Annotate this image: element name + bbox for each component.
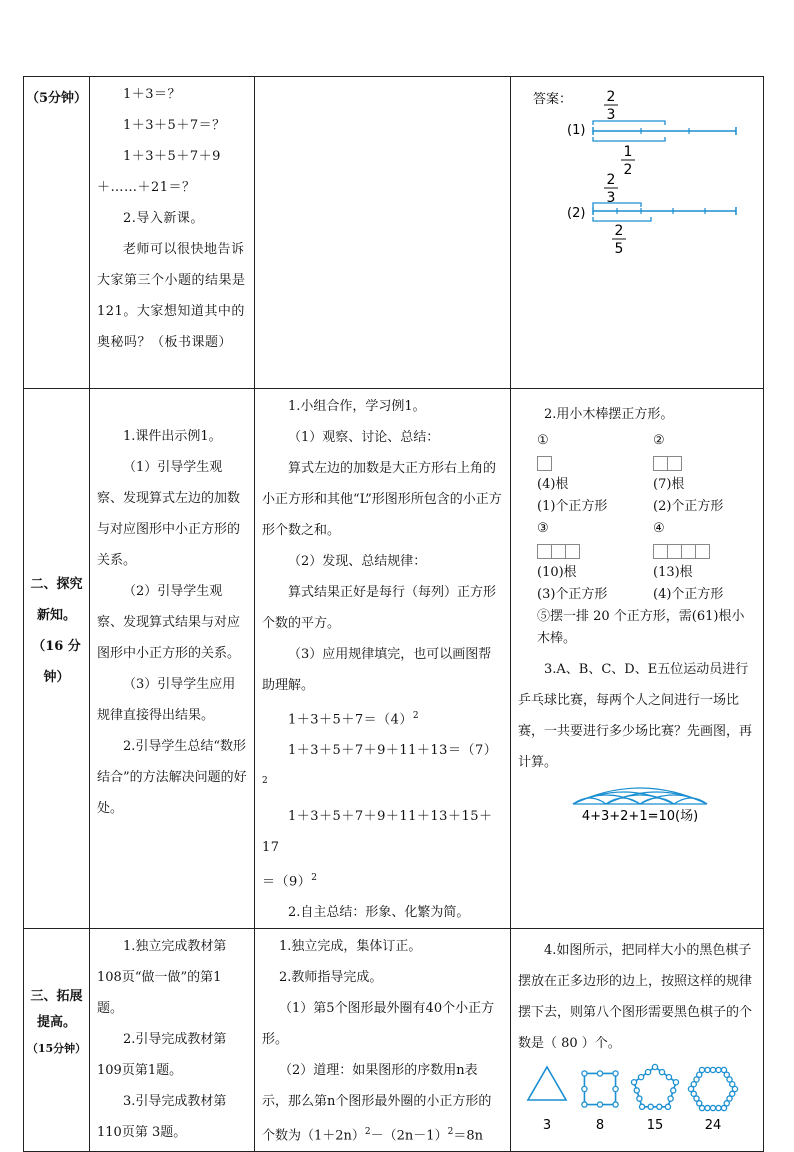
step-line: 算式左边的加数是大正方形右上角的小正方形和其他“L”形图形所包含的小正方形个数之和。: [262, 461, 502, 538]
stick-count: (7)根: [653, 477, 685, 492]
exercise-cell: [511, 389, 764, 929]
teacher-activity-cell: [90, 928, 255, 1151]
student-activity-cell: [255, 77, 511, 389]
fraction-denominator: 2: [623, 162, 633, 178]
option-number: ①: [537, 433, 549, 448]
stick-count: (13)根: [653, 565, 693, 580]
step-line: 1.小组合作，学习例1。: [288, 399, 426, 414]
table-row: [24, 389, 764, 929]
step-line: （3）应用规律填完，也可以画图帮助理解。: [262, 647, 492, 693]
fraction-numerator: 1: [623, 144, 633, 160]
step-line: ＝8n: [453, 1128, 483, 1144]
square-count: (3)个正方形: [537, 587, 608, 602]
chess-piece: [671, 1088, 676, 1093]
step-line: （1）第5个图形最外圈有40个小正方形。: [262, 1000, 495, 1047]
match-arcs-figure: [511, 778, 764, 828]
equation-line: ＝（9）: [262, 873, 312, 889]
polygon-chess-figure: [511, 1059, 764, 1137]
square-sticks-figure: [653, 452, 759, 474]
stage-label: （16 分: [32, 639, 81, 655]
chess-piece: [705, 1105, 710, 1110]
teacher-activity-cell: [90, 389, 255, 929]
answer-label: 答案：: [533, 92, 573, 107]
option-number: ④: [653, 521, 665, 536]
chess-piece: [645, 1069, 650, 1074]
intro-text: 老师可以很快地告诉大家第三个小题的结果是121。大家想知道其中的奥秘吗？（板书课题）: [97, 242, 246, 350]
equation-line: 1＋3＋5＋7＋9＋11＋13＋15＋17: [262, 808, 493, 855]
stage-label: 钟）: [43, 670, 70, 686]
chess-piece: [716, 1105, 721, 1110]
step-line: 1.课件出示例1。: [123, 429, 222, 444]
question-line: ＋……＋21＝？: [97, 180, 196, 195]
stage-label: 提高。: [36, 1015, 76, 1031]
chess-piece: [665, 1104, 670, 1109]
equation-line: 1＋3＋5＋7＋9＋11＋13＝（7）: [288, 743, 498, 759]
chess-piece: [648, 1104, 653, 1109]
stick-count: (4)根: [537, 477, 569, 492]
student-activity-cell: [255, 928, 511, 1151]
step-line: 2.导入新课。: [123, 211, 204, 226]
chess-piece: [637, 1096, 642, 1101]
square-sticks-figure: [537, 452, 643, 474]
fraction-denominator: 5: [614, 241, 624, 257]
exercise-title: 2.用小木棒摆正方形。: [544, 407, 674, 422]
chess-piece: [613, 1102, 618, 1107]
question-line: 1＋3＝？: [123, 87, 182, 102]
exercise-question: 3.A、B、C、D、E五位运动员进行乒乓球比赛，每两个人之间进行一场比赛，一共要进行多少场比赛？先画图，再计算。: [518, 662, 753, 770]
square-count: (4)个正方形: [653, 587, 724, 602]
stage-cell: [24, 389, 90, 929]
chess-piece: [673, 1080, 678, 1085]
exponent: 2: [364, 1126, 371, 1137]
student-activity-cell: [255, 389, 511, 929]
fraction-denominator: 3: [606, 190, 616, 206]
chess-piece: [634, 1088, 639, 1093]
chess-piece: [668, 1096, 673, 1101]
fraction-numerator: 2: [606, 89, 616, 105]
step-line: 2.自主总结：形象、化繁为简。: [288, 904, 470, 920]
step-line: 1.独立完成，集体订正。: [279, 938, 422, 954]
step-line: －（2n－1）: [370, 1128, 448, 1144]
chess-piece: [597, 1102, 602, 1107]
chess-piece: [666, 1075, 671, 1080]
step-line: 2.引导学生总结“数形结合”的方法解决问题的好处。: [97, 739, 247, 816]
step-line: 2.教师指导完成。: [279, 969, 383, 985]
shape-count-label: 8: [595, 1117, 605, 1133]
exercise-cell: [511, 77, 764, 389]
chess-piece: [613, 1071, 618, 1076]
exercise-question: 4.如图所示，把同样大小的黑色棋子摆放在正多边形的边上，按照这样的规律摆下去，则第八个图形需要黑色棋子的个数是（ 80 ）个。: [518, 942, 753, 1051]
teacher-activity-cell: [90, 77, 255, 389]
table-row: [24, 928, 764, 1151]
fraction-numerator: 2: [614, 223, 624, 239]
step-line: （2）发现、总结规律：: [288, 554, 427, 569]
step-line: （2）道理：如果图形的序数用n表示，那么第n个图形最外圈的小正方形的个数为（1＋2n）: [262, 1062, 492, 1144]
step-line: 算式结果正好是每行（每列）正方形个数的平方。: [262, 585, 497, 631]
step-line: （1）观察、讨论、总结：: [288, 430, 440, 445]
figure-label: (1): [567, 123, 586, 138]
step-line: 1.独立完成教材第108页“做一做”的第1题。: [97, 938, 227, 1016]
chess-piece: [639, 1104, 644, 1109]
stage-label: 三、拓展: [30, 989, 83, 1005]
shape-count-label: 3: [542, 1117, 552, 1133]
exponent: 2: [447, 1126, 454, 1137]
stage-label: 二、探究: [30, 577, 83, 593]
exponent: 2: [311, 872, 318, 883]
table-row: [24, 77, 764, 389]
polygon-outline: [528, 1067, 566, 1100]
option-number: ②: [653, 433, 665, 448]
exercise-cell: [511, 928, 764, 1151]
chess-piece: [597, 1071, 602, 1076]
step-line: （2）引导学生观察、发现算式结果与对应图形中小正方形的关系。: [97, 584, 241, 661]
chess-piece: [730, 1082, 735, 1087]
chess-piece: [582, 1086, 587, 1091]
chess-piece: [721, 1105, 726, 1110]
stick-square-options: [511, 430, 763, 606]
chess-piece: [716, 1067, 721, 1072]
chess-piece: [699, 1067, 704, 1072]
arc-caption: 4+3+2+1=10(场): [581, 809, 699, 824]
equation-line: 1＋3＋5＋7＝（4）: [288, 712, 413, 728]
fraction-denominator: 3: [606, 107, 616, 123]
chess-piece: [631, 1080, 636, 1085]
chess-piece: [657, 1104, 662, 1109]
chess-piece: [705, 1067, 710, 1072]
question-five: ⑤摆一排 20 个正方形，需(61)根小木棒。: [537, 609, 745, 646]
chess-piece: [710, 1067, 715, 1072]
chess-piece: [652, 1064, 657, 1069]
stage-label: 新知。: [36, 608, 76, 624]
chess-piece: [582, 1071, 587, 1076]
chess-piece: [659, 1069, 664, 1074]
option-number: ③: [537, 521, 549, 536]
stick-count: (10)根: [537, 565, 577, 580]
step-line: （3）引导学生应用规律直接得出结果。: [97, 677, 236, 723]
chess-piece: [582, 1102, 587, 1107]
polygon-outline: [584, 1073, 615, 1104]
fraction-segment-figure: [511, 77, 764, 267]
stage-cell: [24, 928, 90, 1151]
stage-cell: [24, 77, 90, 389]
chess-piece: [613, 1086, 618, 1091]
figure-label: (2): [567, 206, 586, 221]
step-line: （1）引导学生观察、发现算式左边的加数与对应图形中小正方形的关系。: [97, 460, 241, 568]
question-line: 1＋3＋5＋7＋9: [123, 149, 221, 164]
shape-count-label: 15: [646, 1117, 664, 1133]
shape-count-label: 24: [704, 1117, 722, 1133]
square-sticks-figure: [653, 540, 759, 562]
square-count: (2)个正方形: [653, 499, 724, 514]
stage-label: （5分钟）: [25, 91, 88, 106]
exponent: 2: [412, 711, 420, 721]
square-count: (1)个正方形: [537, 499, 608, 514]
stage-label: （15分钟）: [26, 1042, 87, 1056]
chess-piece: [638, 1075, 643, 1080]
question-line: 1＋3＋5＋7＝？: [123, 118, 226, 133]
step-line: 2.引导完成教材第109页第1题。: [97, 1031, 227, 1078]
square-sticks-figure: [537, 540, 643, 562]
lesson-plan-table: [23, 76, 764, 1152]
exponent: 2: [262, 776, 269, 787]
step-line: 3.引导完成教材第110页第 3题。: [97, 1093, 227, 1140]
fraction-numerator: 2: [606, 172, 616, 188]
chess-piece: [710, 1105, 715, 1110]
